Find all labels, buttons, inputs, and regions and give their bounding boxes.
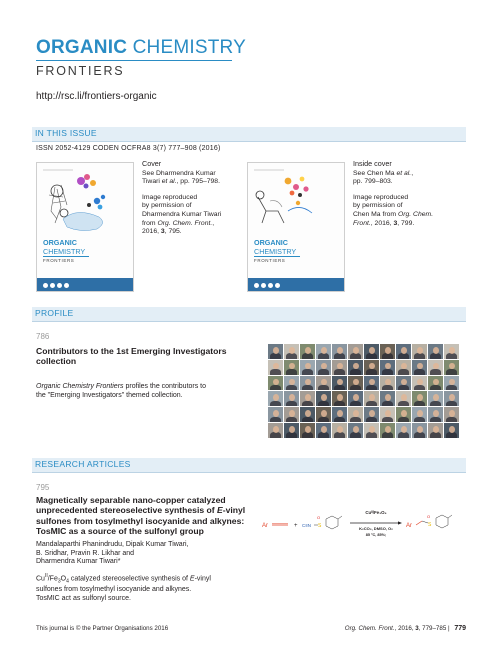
contributor-photo	[428, 407, 443, 422]
inside-cover-label: Inside cover	[353, 159, 392, 168]
section-rule	[32, 321, 466, 322]
contributor-photo	[284, 423, 299, 438]
contributor-photo	[348, 391, 363, 406]
footer-citation: Org. Chem. Front., 2016, 3, 779–785 | 779	[344, 625, 466, 632]
contributor-photo	[332, 360, 347, 375]
contributor-photo	[428, 423, 443, 438]
inside-cover-image[interactable]	[247, 162, 345, 292]
contributor-photo	[380, 407, 395, 422]
contributor-photo	[444, 391, 459, 406]
contributor-photo	[364, 407, 379, 422]
contributor-photo	[300, 376, 315, 391]
research-page-number: 795	[36, 483, 50, 492]
reaction-scheme	[258, 499, 468, 549]
section-in-this-issue	[32, 127, 466, 141]
journal-url[interactable]: http://rsc.li/frontiers-organic	[36, 91, 157, 102]
journal-title-bold: ORGANIC	[36, 37, 128, 58]
title-rule	[36, 60, 232, 61]
contributor-photo	[412, 423, 427, 438]
contributor-photo	[268, 360, 283, 375]
contributor-photo	[316, 391, 331, 406]
contributor-photo	[284, 407, 299, 422]
contributor-photo	[412, 376, 427, 391]
contributor-photo	[300, 407, 315, 422]
scheme-catalyst: Cuᴵᴵ/Fe₃O₄	[365, 510, 387, 515]
contributor-photo	[428, 376, 443, 391]
contributor-photo	[268, 423, 283, 438]
section-research-articles	[32, 458, 466, 472]
scheme-conditions: K₂CO₃, DMSO, O₂	[359, 526, 393, 531]
contributor-photo	[380, 344, 395, 359]
publisher-logos-icon	[43, 283, 69, 288]
contributor-photo	[396, 423, 411, 438]
cover-artwork-icon	[37, 167, 134, 242]
inside-cover-caption: Inside cover See Chen Ma et al., pp. 799–803. Image reproduced by permission of Chen Ma from Org. Chem. Front., 2016, 3, 799.	[353, 159, 434, 227]
contributor-photo	[412, 344, 427, 359]
tolyl-ring-right-icon	[436, 515, 448, 528]
contributor-photo	[332, 376, 347, 391]
contributor-photo	[380, 423, 395, 438]
footer-copyright: This journal is © the Partner Organisations 2016	[36, 625, 169, 632]
page-number: 779	[454, 625, 466, 632]
front-cover-label: Cover	[142, 159, 162, 168]
scheme-isocyanide: C≡N	[302, 523, 311, 528]
journal-title-light: CHEMISTRY	[132, 37, 246, 58]
journal-title	[36, 38, 246, 57]
profile-title[interactable]: Contributors to the 1st Emerging Investigators collection	[36, 346, 227, 367]
contributor-photo	[348, 344, 363, 359]
issn-line: ISSN 2052-4129 CODEN OCFRA8 3(7) 777–908 (2016)	[36, 145, 221, 152]
contributor-photo	[332, 391, 347, 406]
contributor-photo	[412, 391, 427, 406]
contributor-photo	[300, 360, 315, 375]
contributor-photo	[444, 360, 459, 375]
contributor-photo	[284, 376, 299, 391]
contributor-photo	[268, 391, 283, 406]
section-heading: IN THIS ISSUE	[35, 128, 97, 138]
contributor-photo	[284, 391, 299, 406]
contributor-photo	[316, 407, 331, 422]
front-cover-title-3: FRONTIERS	[43, 258, 75, 263]
scheme-plus: +	[294, 523, 298, 529]
contributor-photo	[316, 376, 331, 391]
contributor-photo	[380, 376, 395, 391]
research-title[interactable]: Magnetically separable nano-copper catalyzed unprecedented stereoselective synthesis of E-vinyl sulfones from tosylmethyl isocyanide and alkynes: TosMIC as a source of the sulfonyl group	[36, 495, 246, 537]
contributor-photo	[332, 407, 347, 422]
front-cover-title-1: ORGANIC	[43, 238, 77, 247]
front-cover-band	[37, 278, 133, 291]
scheme-temperature-yield: 85 °C, 85%;	[365, 533, 387, 537]
front-cover-image[interactable]	[36, 162, 134, 292]
scheme-oxygen-left: O	[317, 515, 321, 520]
research-abstract: $Cu^{II}/Fe_3O_4$ catalyzed stereoselective synthesis of E-vinyl sulfones from tosylmethyl isocyanide and alkynes. TosMIC act as sulfonyl source.	[36, 573, 211, 602]
section-heading: PROFILE	[35, 308, 74, 318]
scheme-sulfur-left: S	[318, 523, 322, 529]
contributor-photo	[316, 360, 331, 375]
contributor-photo	[364, 360, 379, 375]
contributor-photo	[364, 376, 379, 391]
publisher-logos-icon	[254, 283, 280, 288]
journal-subtitle: FRONTIERS	[36, 64, 125, 78]
contributor-photo	[300, 423, 315, 438]
contributor-photo	[412, 407, 427, 422]
contributor-photo	[284, 360, 299, 375]
contributor-photo	[396, 376, 411, 391]
profile-summary: Organic Chemistry Frontiers profiles the contributors to the "Emerging Investigators" themed collection.	[36, 383, 207, 399]
contributor-photo	[364, 344, 379, 359]
contributor-photo	[428, 344, 443, 359]
scheme-oxygen-right: O	[427, 514, 431, 519]
contributor-photo	[348, 376, 363, 391]
section-heading: RESEARCH ARTICLES	[35, 459, 131, 469]
inside-cover-title-3: FRONTIERS	[254, 258, 286, 263]
contributor-photo	[316, 344, 331, 359]
contributor-photo	[444, 376, 459, 391]
contributor-photo	[300, 391, 315, 406]
contributor-photo	[332, 423, 347, 438]
contributor-photo	[444, 344, 459, 359]
profile-page-number: 786	[36, 332, 50, 341]
contributor-photo	[380, 391, 395, 406]
contributor-photo	[396, 344, 411, 359]
scheme-ar-left: Ar	[262, 523, 268, 529]
inside-cover-title-1: ORGANIC	[254, 238, 288, 247]
contributor-photo	[316, 423, 331, 438]
contributor-photo	[268, 344, 283, 359]
inside-cover-title-2: CHEMISTRY	[254, 247, 297, 256]
inside-cover-band	[248, 278, 344, 291]
contributor-photo	[444, 423, 459, 438]
contributors-photo-grid	[268, 344, 459, 438]
section-rule	[32, 472, 466, 473]
contributor-photo	[396, 407, 411, 422]
tolyl-ring-icon	[326, 516, 338, 529]
contributor-photo	[428, 391, 443, 406]
scheme-ar-right: Ar	[406, 523, 412, 529]
contributor-photo	[428, 360, 443, 375]
contributor-photo	[396, 360, 411, 375]
scheme-sulfur-right: S	[428, 522, 432, 528]
contributor-photo	[348, 423, 363, 438]
contributor-photo	[268, 376, 283, 391]
contributor-photo	[364, 391, 379, 406]
section-rule	[32, 141, 466, 142]
contributor-photo	[268, 407, 283, 422]
inside-cover-artwork-icon	[248, 167, 345, 242]
contributor-photo	[380, 360, 395, 375]
contributor-photo	[348, 360, 363, 375]
contributor-photo	[332, 344, 347, 359]
contributor-photo	[364, 423, 379, 438]
research-authors: Mandalaparthi Phanindrudu, Dipak Kumar Tiwari, B. Sridhar, Pravin R. Likhar and Dharmendra Kumar Tiwari*	[36, 541, 189, 566]
contributor-photo	[412, 360, 427, 375]
contributor-photo	[348, 407, 363, 422]
front-cover-caption: Cover See Dharmendra Kumar Tiwari et al., pp. 795–798. Image reproduced by permission of Dharmendra Kumar Tiwari from Org. Chem. Front., 2016, 3, 795.	[142, 159, 222, 236]
contributor-photo	[396, 391, 411, 406]
section-profile	[32, 307, 466, 321]
contributor-photo	[284, 344, 299, 359]
front-cover-title-2: CHEMISTRY	[43, 247, 86, 256]
contributor-photo	[300, 344, 315, 359]
contributor-photo	[444, 407, 459, 422]
